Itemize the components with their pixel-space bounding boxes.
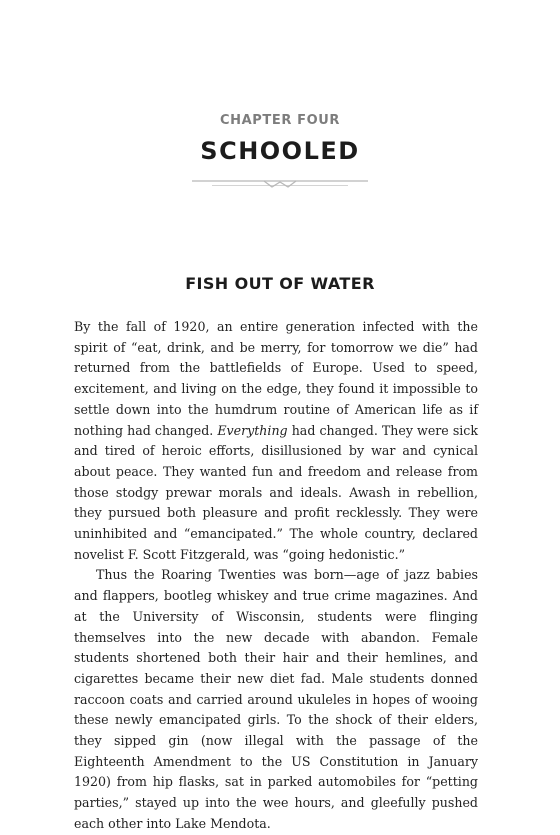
ornament-divider-icon [192, 177, 368, 191]
paragraph-2: Thus the Roaring Twenties was born—age of jazz babies and flappers, bootleg whiskey and true crime magazines. And at the University of Wisconsin, students were flinging themselves into the new decade with abandon. Female students shortened both their hair and their hemlines, and cigarettes became their new diet fad. Male students donned raccoon coats and carried around ukuleles in hopes of wooing these newly emancipated girls. To the shock of their elders, they sipped gin (now illegal with the passage of the Eighteenth Amendment to the US Constitution in January 1920) from hip flasks, sat in parked automobiles for “petting parties,” stayed up into the wee hours, and gleefully pushed each other into Lake Mendota. [74, 567, 478, 831]
paragraph-1-text-a: By the fall of 1920, an entire generation infected with the spirit of “eat, drink, and be merry, for tomorrow we die” had returned from the battlefields of Europe. Used to speed, excitement, and living on the edge, they found it impossible to settle down into the humdrum routine of American life as if nothing had changed. [74, 319, 478, 438]
chapter-title: SCHOOLED [200, 137, 360, 165]
chapter-label: CHAPTER FOUR [220, 113, 340, 128]
section-heading: FISH OUT OF WATER [185, 274, 375, 293]
paragraph-1-text-b: had changed. They were sick and tired of heroic efforts, disillusioned by war and cynical about peace. They wanted fun and freedom and release from those stodgy prewar morals and ideals. Awash in rebellion, they pursued both pleasure and profit recklessly. They were uninhibited and “emancipated.” The whole country, declared novelist F. Scott Fitzgerald, was “going hedonistic.” [74, 422, 478, 562]
paragraph-1 [74, 317, 478, 565]
body-text [74, 317, 478, 835]
paragraph-1-emphasis: Everything [217, 422, 288, 438]
